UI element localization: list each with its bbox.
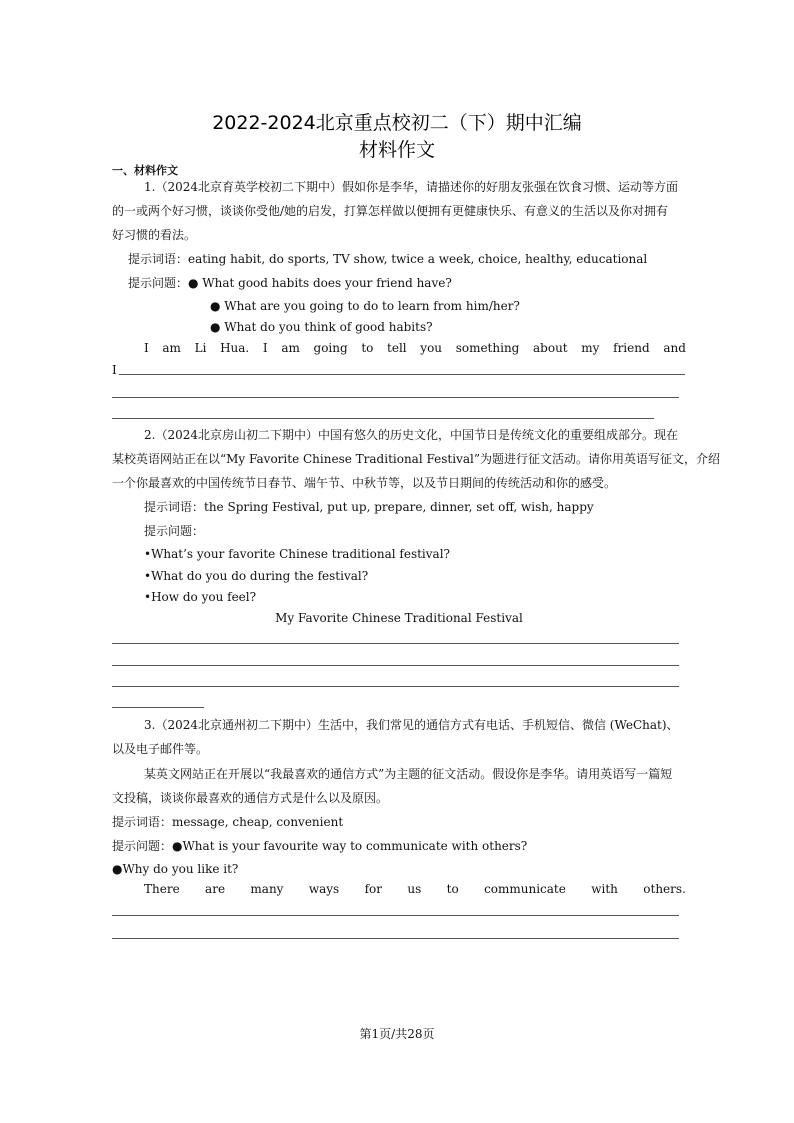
q1-essay-start [144,341,686,355]
answer-line [112,397,679,398]
q3-hint-question-1: 提示问题：●What is your favourite way to communicate with others? [112,839,528,853]
word: Li [194,341,207,355]
word: us [407,882,422,896]
word: others. [643,882,686,896]
q2-hint-question-1: •What’s your favorite Chinese traditional festival? [144,547,450,561]
word: are [205,882,226,896]
word: communicate [484,882,566,896]
answer-line [112,418,654,419]
q3-intro-line2: 以及电子邮件等。 [112,742,209,756]
answer-line [112,915,679,916]
word: with [591,882,618,896]
q2-intro-line2: 某校英语网站正在以“My Favorite Chinese Traditional Festival”为题进行征文活动。请你用英语写征文，介绍 [112,452,720,466]
word: am [281,341,300,355]
word: There [144,882,180,896]
q1-hint-question-3: ● What do you think of good habits? [210,320,433,334]
page-number: 第1页/共28页 [359,1027,435,1041]
q2-hint-question-3: •How do you feel? [144,590,257,604]
answer-line [112,643,679,644]
q2-essay-title: My Favorite Chinese Traditional Festival [275,611,523,625]
page-subtitle: 材料作文 [358,139,435,161]
word: my [581,341,600,355]
q2-hint-words: 提示词语：the Spring Festival, put up, prepare, dinner, set off, wish, happy [144,500,594,514]
word: I [144,341,149,355]
word: about [533,341,568,355]
word: am [162,341,181,355]
answer-line [119,374,685,375]
answer-line [112,665,679,666]
word: I [262,341,268,355]
q1-intro-line1: 1.（2024北京育英学校初二下期中）假如你是李华，请描述你的好朋友张强在饮食习惯、运动等方面 [144,180,678,194]
q1-essay-start-tail: I [112,363,117,377]
q1-hint-words: 提示词语：eating habit, do sports, TV show, twice a week, choice, healthy, educational [128,252,648,266]
answer-line [112,686,679,687]
word: many [250,882,284,896]
word: going [313,341,348,355]
word: ways [308,882,340,896]
word: to [361,341,374,355]
q1-hint-question-1: 提示问题：● What good habits does your friend have? [128,276,452,290]
q1-hint-question-2: ● What are you going to do to learn from him/her? [210,299,520,313]
q2-hint-question-2: •What do you do during the festival? [144,569,369,583]
word: you [420,341,443,355]
word: for [364,882,382,896]
q1-intro-line2: 的一或两个好习惯，谈谈你受他/她的启发，打算怎样做以便拥有更健康快乐、有意义的生活以及你对拥有 [112,204,669,218]
page-title: 2022-2024北京重点校初二（下）期中汇编 [212,112,582,134]
q2-hint-questions-label: 提示问题： [144,524,205,538]
q3-hint-question-2: ●Why do you like it? [112,862,239,876]
word: Hua. [220,341,250,355]
section-heading: 一、材料作文 [112,164,178,177]
answer-line [112,707,204,708]
word: and [663,341,686,355]
word: tell [387,341,407,355]
q3-para-line1: 某英文网站正在开展以“我最喜欢的通信方式”为主题的征文活动。假设你是李华。请用英语写一篇短 [144,767,673,781]
q2-intro-line3: 一个你最喜欢的中国传统节日春节、端午节、中秋节等，以及节日期间的传统活动和你的感受。 [112,476,617,490]
q2-intro-line1: 2.（2024北京房山初二下期中）中国有悠久的历史文化，中国节日是传统文化的重要组成部分。现在 [144,428,678,442]
q3-intro-line1: 3.（2024北京通州初二下期中）生活中，我们常见的通信方式有电话、手机短信、微信 (WeChat)、 [144,718,679,732]
q3-para-line2: 文投稿，谈谈你最喜欢的通信方式是什么以及原因。 [112,791,389,805]
q3-hint-words: 提示词语：message, cheap, convenient [112,815,344,829]
word: friend [613,341,650,355]
q1-intro-line3: 好习惯的看法。 [112,228,197,242]
word: to [446,882,459,896]
word: something [455,341,520,355]
answer-line [112,938,679,939]
q3-essay-start [144,882,686,896]
